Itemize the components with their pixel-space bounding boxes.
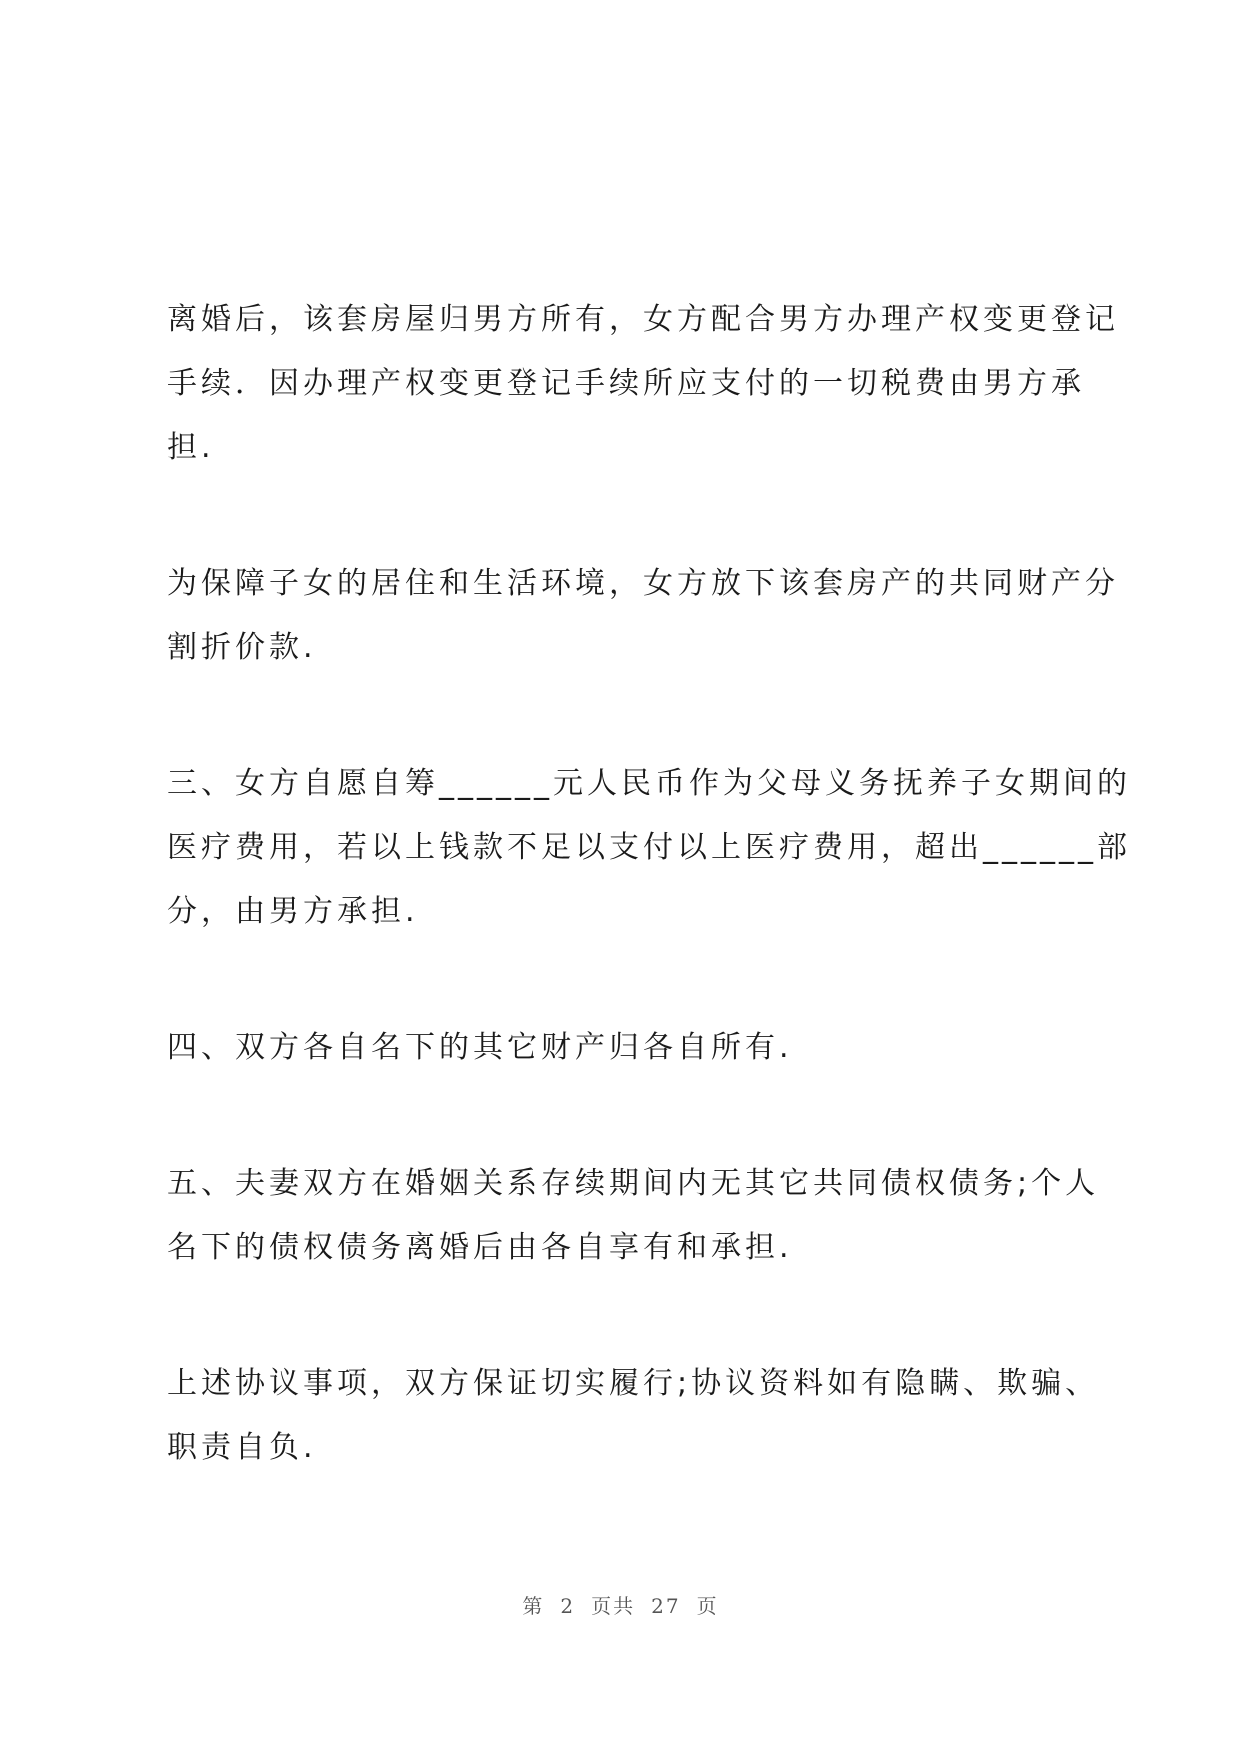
text-line: 医疗费用，若以上钱款不足以支付以上医疗费用，超出______部 bbox=[167, 830, 1131, 865]
text-line: 名下的债权债务离婚后由各自享有和承担. bbox=[167, 1230, 793, 1265]
page-footer bbox=[0, 1590, 1241, 1619]
footer-total-pages: 27 bbox=[651, 1594, 681, 1618]
paragraph-house-ownership bbox=[167, 288, 1119, 480]
text-line: 分，由男方承担. bbox=[167, 894, 419, 929]
text-line: 手续．因办理产权变更登记手续所应支付的一切税费由男方承 bbox=[167, 366, 1085, 401]
text-line: 四、双方各自名下的其它财产归各自所有. bbox=[167, 1030, 793, 1065]
footer-suffix: 页 bbox=[696, 1594, 719, 1618]
paragraph-clause-three bbox=[167, 752, 1131, 944]
text-line: 上述协议事项，双方保证切实履行;协议资料如有隐瞒、欺骗、 bbox=[167, 1366, 1100, 1401]
paragraph-children-housing bbox=[167, 552, 1119, 680]
footer-current-page: 2 bbox=[560, 1594, 576, 1618]
text-line: 割折价款. bbox=[167, 630, 317, 665]
text-line: 为保障子女的居住和生活环境，女方放下该套房产的共同财产分 bbox=[167, 566, 1119, 601]
paragraph-clause-five bbox=[167, 1152, 1100, 1280]
document-body bbox=[167, 288, 1131, 1552]
text-line: 职责自负. bbox=[167, 1430, 317, 1465]
text-line: 三、女方自愿自筹______元人民币作为父母义务抚养子女期间的 bbox=[167, 766, 1131, 801]
text-line: 五、夫妻双方在婚姻关系存续期间内无其它共同债权债务;个人 bbox=[167, 1166, 1100, 1201]
paragraph-agreement-guarantee bbox=[167, 1352, 1100, 1480]
paragraph-clause-four bbox=[167, 1016, 1097, 1080]
footer-prefix: 第 bbox=[522, 1594, 545, 1618]
text-line: 担. bbox=[167, 430, 215, 465]
text-line: 离婚后，该套房屋归男方所有，女方配合男方办理产权变更登记 bbox=[167, 302, 1119, 337]
footer-middle: 页共 bbox=[591, 1594, 636, 1618]
